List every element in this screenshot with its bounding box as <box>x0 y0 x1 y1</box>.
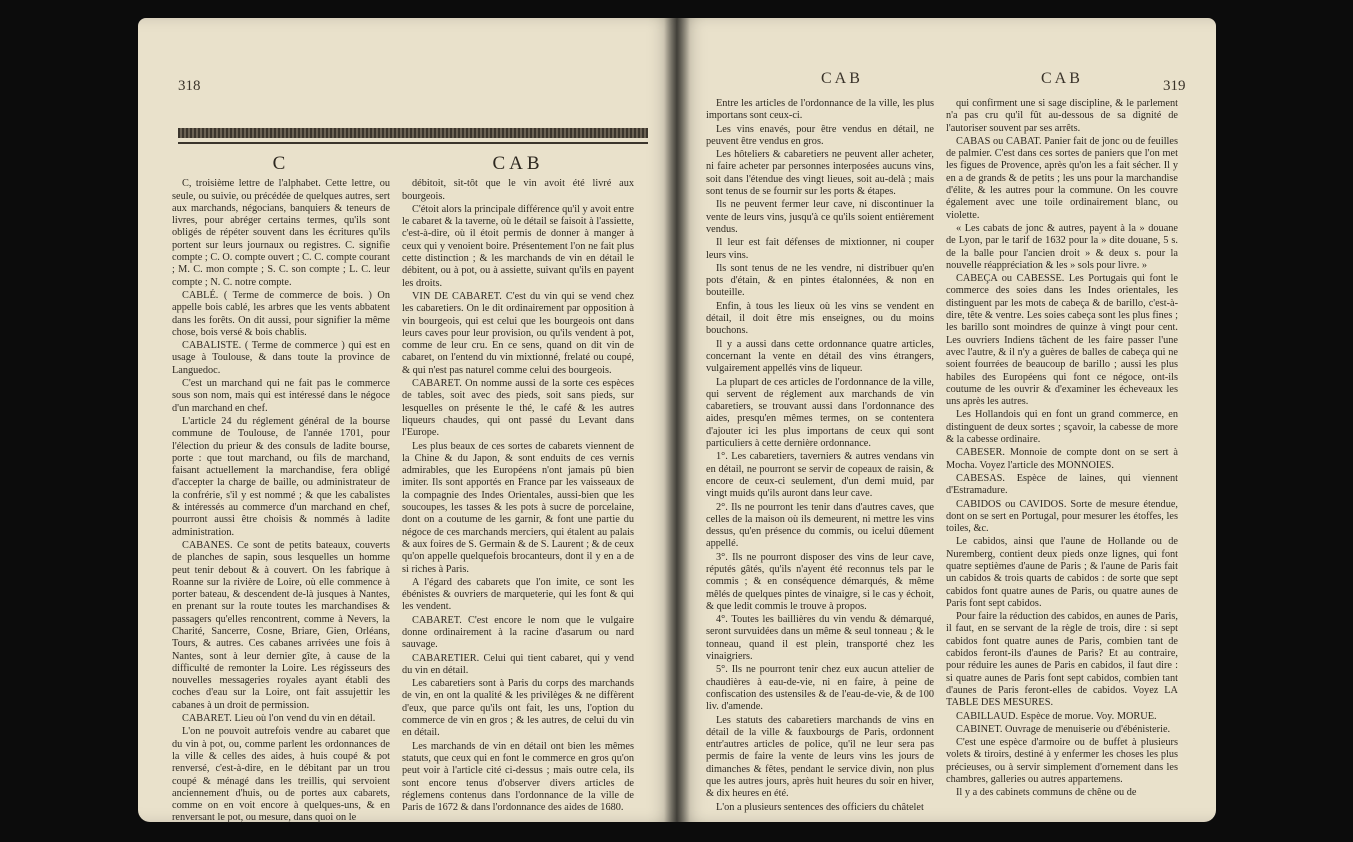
right-col1-paragraph: Les hôteliers & cabaretiers ne peuvent aller acheter, ni faire acheter par personnes interposées aucuns vins, soit dans l'étendue des vingt lieues, soit au-delà ; mais sont tenus de se fournir sur les ports & étapes. <box>706 149 934 198</box>
left-col2-paragraph: débitoit, sit-tôt que le vin avoit été livré aux bourgeois. <box>402 178 634 202</box>
running-head-right: CAB <box>1041 70 1083 87</box>
left-page <box>138 18 678 822</box>
right-col1-paragraph: Il leur est fait défenses de mixtionner, ni couper leurs vins. <box>706 237 934 261</box>
right-col1-paragraph: Il y a aussi dans cette ordonnance quatre articles, concernant la vente en détail des vins étrangers, vulgairement appellés vins de liqueur. <box>706 338 934 375</box>
right-col2-paragraph: CABEÇA ou CABESSE. Les Portugais qui font le commerce des soies dans les Indes orientales, les distinguent par les mots de cabeça & de barillo, c'est-à-dire, tête & ventre. Les soies cabeça sont les plus fines ; les barillo sont moindres de quinze à vingt pour cent. Les ouvriers Indiens tâchent de les faire passer l'une avec l'autre, & il n'y a guères de balles de cabeça qui ne soient fourrées de beaucoup de barillo ; aussi les plus habiles des Européens qui font ce négoce, ont-ils coutume de les ouvrir & d'examiner les écheveaux les uns après les autres. <box>946 273 1178 408</box>
right-col2-paragraph: CABINET. Ouvrage de menuiserie ou d'ébénisterie. <box>956 723 1171 735</box>
left-col2-paragraph: CABARET. C'est encore le nom que le vulgaire donne ordinairement à la racine d'asarum ou nard sauvage. <box>402 614 634 651</box>
left-column-1-text <box>172 178 390 824</box>
right-column-1 <box>706 98 934 813</box>
section-head-cab: CAB <box>492 153 544 174</box>
right-col1-paragraph: Ils sont tenus de ne les vendre, ni distribuer qu'en pots d'étain, & en pintes étalonnées, & non en bouteille. <box>706 262 934 299</box>
left-col1-paragraph: L'on ne pouvoit autrefois vendre au cabaret que du vin à pot, ou, comme parlent les ordonnances de la ville & celles des aides, à huis coupé & pot renversé, c'est-à-dire, en le débitant par un trou coupé & ménagé dans les treillis, qui servoient anciennement d'huis, ou de portes aux cabarets, comme on en voit encore à quelques-uns, & en renversant le pot, ou mesure, dans quoi on le <box>172 726 390 824</box>
left-col2-paragraph: Les plus beaux de ces sortes de cabarets viennent de la Chine & du Japon, & sont enduits de ces vernis admirables, que les Européens n'ont jamais pû bien imiter. Ils sont apportés en France par les vaisseaux de la compagnie des Indes Orientales, aussi-bien que les soucoupes, les tasses & les pots à sucre de porcelaine, dont on a coutume de les garnir, & font une partie du négoce de ces marchands merciers, qui étalent au palais & aux foires de S. Germain & de S. Laurent ; & de ceux qu'on appelle quelquefois brocanteurs, dont il y en a de si riches à Paris. <box>402 440 634 575</box>
left-col2-paragraph: C'étoit alors la principale différence qu'il y avoit entre le cabaret & la taverne, où le détail se faisoit à l'assiette, c'est-à-dire, où il étoit permis de donner à manger à ceux qui y venoient boire. Présentement l'on ne fait plus cette distinction ; & les marchands de vin en détail le débitent, ou à pot, ou à assiette, suivant qu'ils en payent les droits. <box>402 203 634 289</box>
right-page <box>676 18 1216 822</box>
right-column-2 <box>946 98 1178 813</box>
left-col2-paragraph: Les marchands de vin en détail ont bien les mêmes statuts, que ceux qui en font le commerce en gros qu'on peut voir à l'article cité ci-dessus ; mais outre cela, ils sont encore tenus d'observer divers articles de réglemens contenus dans l'ordonnance de la ville de Paris de 1672 & dans l'ordonnance des aides de 1680. <box>402 740 634 814</box>
left-col2-paragraph: VIN DE CABARET. C'est du vin qui se vend chez les cabaretiers. On le dit ordinairement par opposition à vin bourgeois, qui est celui que les bourgeois ont dans leurs caves pour leur provision, ou qu'ils vendent à pot, comme de leur cru. En ce sens, quand on dit vin de cabaret, on l'entend du vin mixtionné, frelaté ou coupé, & qui n'est pas naturel comme celui des bourgeois. <box>402 290 634 376</box>
right-col2-paragraph: C'est une espèce d'armoire ou de buffet à plusieurs volets & tiroirs, destiné à y enfermer les choses les plus précieuses, ou à servir simplement d'ornement dans les chambres, galleries ou autres appartemens. <box>946 737 1178 786</box>
right-col2-paragraph: Il y a des cabinets communs de chêne ou de <box>956 787 1137 799</box>
running-head-left: CAB <box>821 70 863 87</box>
right-col2-paragraph: qui confirment une si sage discipline, & le parlement n'a pas cru qu'il fût au-dessous de sa dignité de l'autoriser souvent par ses arrêts. <box>946 98 1178 134</box>
section-head-c: C <box>272 153 290 174</box>
left-column-2-text <box>402 178 634 814</box>
page-number-left: 318 <box>178 78 201 94</box>
left-col1-paragraph: CABARET. Lieu où l'on vend du vin en détail. <box>182 713 376 725</box>
right-column-1-text <box>706 98 934 814</box>
right-col2-paragraph: Les Hollandois qui en font un grand commerce, en distinguent de deux sortes ; sçavoir, la cabesse de more & la cabesse ordinaire. <box>946 409 1178 446</box>
right-col2-paragraph: CABILLAUD. Espèce de morue. Voy. MORUE. <box>956 710 1157 722</box>
right-col1-paragraph: Les vins enavés, pour être vendus en détail, ne peuvent être vendus en gros. <box>706 123 934 147</box>
right-col2-paragraph: CABESAS. Espèce de laines, qui viennent d'Estramadure. <box>946 472 1178 497</box>
right-col1-paragraph: Entre les articles de l'ordonnance de la ville, les plus importans sont ceux-ci. <box>706 98 934 122</box>
right-col2-paragraph: CABESER. Monnoie de compte dont on se sert à Mocha. Voyez l'article des MONNOIES. <box>946 447 1178 471</box>
left-col1-paragraph: CABALISTE. ( Terme de commerce ) qui est en usage à Toulouse, & dans toute la province de Languedoc. <box>172 340 390 376</box>
right-col1-paragraph: 3°. Ils ne pourront disposer des vins de leur cave, réputés gâtés, qu'ils n'ayent été reconnus tels par le commis ; & en conséquence démarqués, & même mêlés de quelques pintes de vinaigre, si le cas y échoit, & que ledit commis le trouve à propos. <box>706 551 934 612</box>
left-column-2 <box>402 153 634 814</box>
right-col1-paragraph: Ils ne peuvent fermer leur cave, ni discontinuer la vente de leurs vins, jusqu'à ce qu'ils soient entièrement vendus. <box>706 199 934 235</box>
left-col2-paragraph: CABARETIER. Celui qui tient cabaret, qui y vend du vin en détail. <box>402 652 634 676</box>
right-col2-paragraph: « Les cabats de jonc & autres, payent à la » douane de Lyon, par le tarif de 1632 pour la » dite douane, 5 s. de la balle pour l'ancien droit » & deux s. pour la nouvelle réappréciation & les » sols pour livre. » <box>946 222 1178 271</box>
right-col2-paragraph: CABAS ou CABAT. Panier fait de jonc ou de feuilles de palmier. C'est dans ces sortes de paniers que l'on met les figues de Provence, après qu'on les a fait sécher. Il y en a de grands & de petits ; les uns pour la marchandise d'élite, & les autres pour la commune. On les couvre également avec une toile ordinairement blanc, ou violette. <box>946 135 1178 221</box>
right-col1-paragraph: Enfin, à tous les lieux où les vins se vendent en détail, il doit être mis enseignes, ou du moins bouchons. <box>706 300 934 337</box>
right-col1-paragraph: Les statuts des cabaretiers marchands de vins en détail de la ville & fauxbourgs de Paris, ordonnent entr'autres articles de police, qu'il ne leur sera pas permis de faire la vente de leurs vins les jours de dimanches & fêtes, pendant le service divin, non plus que les autres jours, après huit heures du soir en hiver, & dix heures en été. <box>706 714 934 800</box>
rule-line-left <box>178 142 648 144</box>
left-col2-paragraph: Les cabaretiers sont à Paris du corps des marchands de vin, en ont la qualité & les privilèges & ne diffèrent d'eux, que parce qu'ils ont fait, les uns, l'option du commerce de vin en gros ; & les autres, de celui du vin en détail. <box>402 678 634 739</box>
right-col1-paragraph: 4°. Toutes les baillières du vin vendu & démarqué, seront survuidées dans un même & seul tonneau ; & le tonneau, quand il est plein, transporté chez les vinaigriers. <box>706 614 934 663</box>
right-col2-paragraph: CABIDOS ou CAVIDOS. Sorte de mesure étendue, dont on se sert en Portugal, pour mesurer les étoffes, les toiles, &c. <box>946 498 1178 535</box>
book-gutter <box>664 18 690 822</box>
left-column-1 <box>172 153 390 824</box>
ornamental-rule-left <box>178 128 648 138</box>
right-col2-paragraph: Pour faire la réduction des cabidos, en aunes de Paris, il faut, en se servant de la règle de trois, dire : si sept cabidos font quatre aunes de Paris, combien tant de cabidos feront-ils d'aunes de Paris? Et au contraire, pour réduire les aunes de Paris en cabidos, il faut dire : si quatre aunes de Paris font sept cabidos, combien tant d'aunes de Paris feront-elles de cabidos. Voyez LA TABLE DES MESURES. <box>946 611 1178 709</box>
left-col1-paragraph: L'article 24 du réglement général de la bourse commune de Toulouse, de l'année 1701, pour l'élection du prieur & des consuls de ladite bourse, porte : que tout marchand, ou fils de marchand, faisant actuellement la marchandise, fera obligé d'accepter la charge de baille, ou administrateur de la confrérie, s'il y est nommé ; & que les cabalistes & intéressés au commerce d'un marchand en chef, pourront aussi être choisis & nommés à ladite administration. <box>172 415 390 538</box>
right-col1-paragraph: L'on a plusieurs sentences des officiers du châtelet <box>716 801 924 813</box>
left-col2-paragraph: CABARET. On nomme aussi de la sorte ces espèces de tables, soit avec des pieds, soit sans pieds, sur lesquelles on présente le thé, le café & les autres liqueurs chaudes, qui ont passé du Levant dans l'Europe. <box>402 378 634 439</box>
page-number-right: 319 <box>1163 78 1186 94</box>
left-col1-paragraph: CABANES. Ce sont de petits bateaux, couverts de planches de sapin, sous lesquelles un homme peut tenir debout & à couvert. On les fabrique à Roanne sur la rivière de Loire, où elle commence à porter bateau, & descendent de-là jusques à Nantes, en prenant sur la route toutes les marchandises & passagers qu'elles rencontrent, comme à Nevers, la Charité, Sancerre, Cosne, Briare, Gien, Orléans, Tours, & autres. Ces cabanes arrivées une fois à Nantes, sont à leur dernier gîte, à cause de la difficulté de remonter la Loire. Les régisseurs des nouvelles messageries royales ayant établi des coches d'eau sur la Loire, ont fait assujettir les cabanes à un droit de permission. <box>172 539 390 711</box>
left-col1-paragraph: C'est un marchand qui ne fait pas le commerce sous son nom, mais qui est intéressé dans le négoce d'un marchand en chef. <box>172 378 390 414</box>
right-col2-paragraph: Le cabidos, ainsi que l'aune de Hollande ou de Nuremberg, contient deux pieds onze lignes, qui font quatre septièmes d'aune de Paris ; & l'aune de Paris fait un cabidos & trois quarts de cabidos : de sorte que sept cabidos font quatre aunes de Paris, ou quatre aunes de Paris font sept cabidos. <box>946 536 1178 609</box>
right-col1-paragraph: 2°. Ils ne pourront les tenir dans d'autres caves, que celles de la maison où ils demeurent, ni mettre les vins dessus, qu'en présence du commis, ou icelui dûement appellé. <box>706 501 934 550</box>
right-column-2-text <box>946 98 1178 800</box>
right-col1-paragraph: La plupart de ces articles de l'ordonnance de la ville, qui servent de réglement aux marchands de vin cabaretiers, se trouvant aussi dans l'ordonnance des aides, presqu'en mêmes termes, on se contentera d'ajouter ici les plus importans de ceux qui sont particuliers à cette dernière ordonnance. <box>706 376 934 450</box>
right-col1-paragraph: 5°. Ils ne pourront tenir chez eux aucun attelier de chaudières à eau-de-vie, ni en faire, à peine de confiscation des ustensiles & de l'eau-de-vie, & de 100 liv. d'amende. <box>706 664 934 713</box>
left-col1-paragraph: CABLÉ. ( Terme de commerce de bois. ) On appelle bois cablé, les arbres que les vents abbatent dans les forêts. On dit aussi, pour signifier la même chose, bois versé & bois chablis. <box>172 289 390 338</box>
right-col1-paragraph: 1°. Les cabaretiers, taverniers & autres vendans vin en détail, ne pourront se servir de copeaux de raisin, & encore de ceux-ci seulement, d'un demi muid, par vingt muids qu'ils auront dans leur cave. <box>706 451 934 500</box>
left-col2-paragraph: A l'égard des cabarets que l'on imite, ce sont les ébénistes & ouvriers de marqueterie, qui les font & qui les vendent. <box>402 576 634 613</box>
left-col1-paragraph: C, troisième lettre de l'alphabet. Cette lettre, ou seule, ou suivie, ou précédée de quelques autres, sert aux marchands, négocians, banquiers & teneurs de livres, pour abréger certains termes, qu'ils sont obligés de répéter souvent dans les écritures qu'ils portent sur leurs journaux ou registres. C. signifie compte ; C. O. compte ouvert ; C. C. compte courant ; M. C. mon compte ; S. C. son compte ; L. C. leur compte ; N. C. notre compte. <box>172 178 390 288</box>
